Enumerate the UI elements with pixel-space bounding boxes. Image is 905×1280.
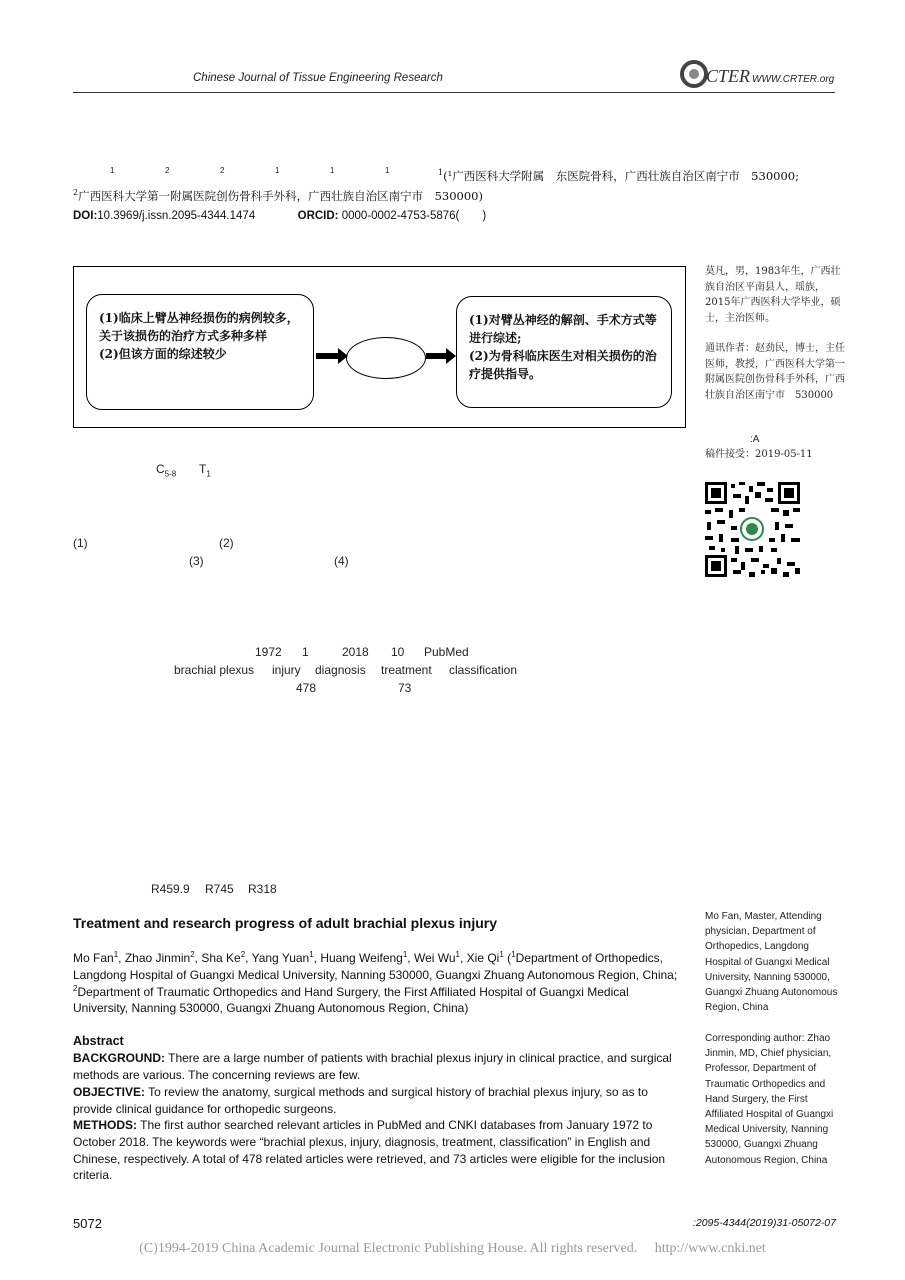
corresponding-author-en: Corresponding author: Zhao Jinmin, MD, Chief physician, Professor, Department of Traumatic Orthopedics and Hand Surgery, the First Affiliated Hospital of Guangxi Medical University, Nanning 530000, Guangxi Zhuang Autonomous Region, China <box>705 1033 834 1166</box>
clc-code: R459.9 <box>151 882 190 896</box>
received-date: 稿件接受：2019-05-11 <box>705 449 813 460</box>
issn-citation: :2095-4344(2019)31-05072-07 <box>692 1217 836 1229</box>
author-bio-en: Mo Fan, Master, Attending physician, Department of Orthopedics, Langdong Hospital of Guangxi Medical University, Nanning 530000, Guangxi Zhuang Autonomous Region, China <box>705 911 838 1014</box>
corresponding-author-cn: 通讯作者：赵劲民，博士，主任医师，教授，广西医科大学第一附属医院创伤骨科手外科，广西壮族自治区南宁市 530000 <box>705 343 845 401</box>
journal-name: Chinese Journal of Tissue Engineering Research <box>193 72 443 84</box>
database-pubmed: PubMed <box>424 645 469 659</box>
keyword: treatment <box>381 663 432 677</box>
copyright-notice: (C)1994-2019 China Academic Journal Electronic Publishing House. All rights reserved. http://www.cnki.net <box>139 1241 766 1256</box>
keyword: brachial plexus <box>174 663 255 677</box>
abstract-background: BACKGROUND: There are a large number of patients with brachial plexus injury in clinical practice, and surgical methods are various. The concerning reviews are few. <box>73 1051 672 1082</box>
list-item-4: (4) <box>334 554 349 568</box>
spinal-segment-t: $T_1$ <box>199 462 211 479</box>
journal-logo <box>680 58 752 90</box>
english-title: Treatment and research progress of adult brachial plexus injury <box>73 915 498 931</box>
list-item-2: (2) <box>219 536 234 550</box>
keyword: classification <box>449 663 518 677</box>
clc-code: R318 <box>248 882 277 896</box>
doi-orcid-line: DOI:10.3969/j.issn.2095-4344.1474 ORCID: 0000-0002-4753-5876( ) <box>73 210 487 222</box>
ga-arrow-left <box>316 353 338 359</box>
ga-arrow-right <box>426 353 446 359</box>
month-1: 1 <box>302 645 309 659</box>
graphical-abstract <box>73 266 686 428</box>
english-authors-affiliation: Mo Fan$^1$, Zhao Jinmin$^2$, Sha Ke$^2$, Yang Yuan$^1$, Huang Weifeng$^1$, Wei Wu$^1$, Xie Qi$^1$ ($^1$Department of Orthopedics, Langdong Hospital of Guangxi Medical University, Nanning 530000, Guangxi Zhuang Autonomous Region, China; $^2$Department of Traumatic Orthopedics and Hand Surgery, the First Affiliated Hospital of Guangxi Medical University, Nanning 530000, Guangxi Zhuang Autonomous Region, China) <box>73 950 678 1016</box>
logo-text: CTER <box>706 66 751 86</box>
count-73: 73 <box>398 681 412 695</box>
header-rule <box>73 92 835 93</box>
list-item-1: (1) <box>73 536 88 550</box>
affiliation-line-2: $^2$广西医科大学第一附属医院创伤骨科手外科，广西壮族自治区南宁市 530000) <box>73 188 483 203</box>
month-10: 10 <box>391 645 405 659</box>
keyword: diagnosis <box>315 663 366 677</box>
ga-aim-bubble: (1)对臂丛神经的解剖、手术方式等进行综述; (2)为骨科临床医生对相关损伤的治疗提供指导。 <box>456 296 672 408</box>
author-superscripts: 1 2 2 1 1 1 <box>110 166 390 175</box>
list-item-3: (3) <box>189 554 204 568</box>
year-1972: 1972 <box>255 645 282 659</box>
ga-background-bubble: (1)临床上臂丛神经损伤的病例较多，关于该损伤的治疗方式多种多样 (2)但该方面的综述较少 <box>86 294 314 410</box>
spinal-segment-c: $C_{5-8}$ <box>156 462 177 479</box>
clc-code: R745 <box>205 882 234 896</box>
doi-value[interactable]: 10.3969/j.issn.2095-4344.1474 <box>97 210 256 222</box>
affiliation-line-1: $^1$(¹广西医科大学附属 东医院骨科，广西壮族自治区南宁市 530000; <box>438 168 799 183</box>
count-478: 478 <box>296 681 317 695</box>
document-code: :A <box>750 434 760 445</box>
ga-center-oval <box>346 337 426 379</box>
abstract-objective: OBJECTIVE: To review the anatomy, surgical methods and surgical history of brachial plexus injury, so as to provide clinical guidance for orthopedic surgeons. <box>73 1085 648 1116</box>
abstract-heading: Abstract <box>73 1034 124 1048</box>
page-number: 5072 <box>73 1216 102 1231</box>
journal-website: WWW.CRTER.org <box>752 74 835 85</box>
qr-code[interactable] <box>705 482 800 577</box>
keyword: injury <box>272 663 301 677</box>
abstract-methods: METHODS: The first author searched relevant articles in PubMed and CNKI databases from January 1972 to October 2018. The keywords were “brachial plexus, injury, diagnosis, treatment, classification” in English and Chinese, respectively. A total of 478 related articles were retrieved, and 73 articles were eligible for the inclusion criteria. <box>73 1118 666 1183</box>
year-2018: 2018 <box>342 645 369 659</box>
author-bio-cn: 莫凡，男，1983年生，广西壮族自治区平南县人，瑶族，2015年广西医科大学毕业，硕士，主治医师。 <box>705 266 841 324</box>
orcid-value[interactable]: 0000-0002-4753-5876( ) <box>341 210 487 222</box>
